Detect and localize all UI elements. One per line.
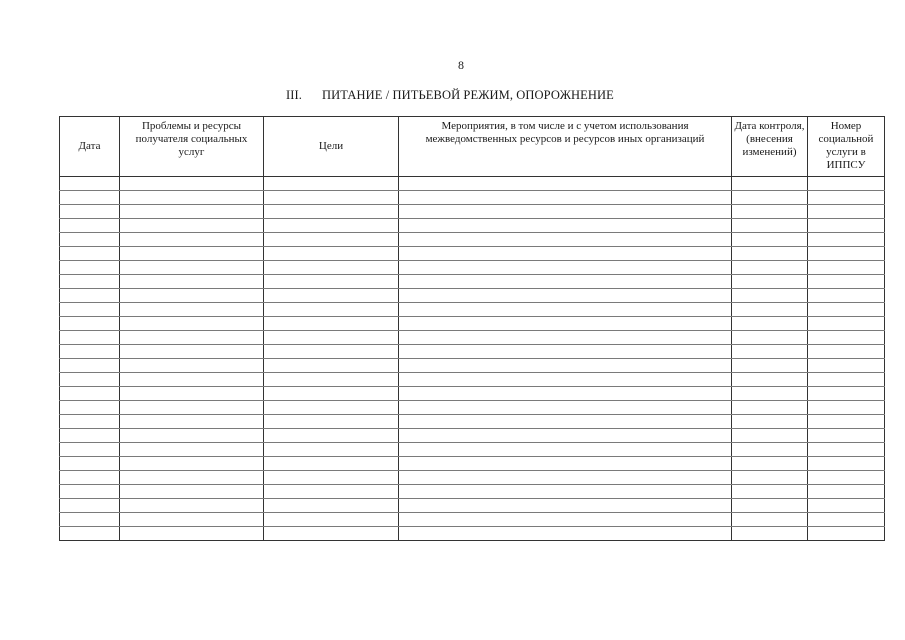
table-row <box>60 345 885 359</box>
table-cell[interactable] <box>399 303 732 317</box>
table-cell[interactable] <box>264 317 399 331</box>
table-cell[interactable] <box>264 233 399 247</box>
table-cell[interactable] <box>808 527 885 541</box>
table-cell[interactable] <box>808 303 885 317</box>
table-cell[interactable] <box>120 387 264 401</box>
table-cell[interactable] <box>732 205 808 219</box>
table-cell[interactable] <box>60 247 120 261</box>
table-row <box>60 373 885 387</box>
table-cell[interactable] <box>808 247 885 261</box>
table-row <box>60 191 885 205</box>
table-cell[interactable] <box>399 387 732 401</box>
table-row <box>60 177 885 191</box>
table-cell[interactable] <box>264 527 399 541</box>
column-header-measures: Мероприятия, в том числе и с учетом использования межведомственных ресурсов и ресурсов иных организаций <box>399 117 732 177</box>
column-header-problems: Проблемы и ресурсы получателя социальных услуг <box>120 117 264 177</box>
table-cell[interactable] <box>732 387 808 401</box>
table-cell[interactable] <box>60 415 120 429</box>
table-row <box>60 275 885 289</box>
table-cell[interactable] <box>732 485 808 499</box>
table-cell[interactable] <box>264 247 399 261</box>
table-cell[interactable] <box>399 499 732 513</box>
table-cell[interactable] <box>60 429 120 443</box>
table-cell[interactable] <box>399 205 732 219</box>
table-cell[interactable] <box>60 303 120 317</box>
column-header-goals: Цели <box>264 117 399 177</box>
table-cell[interactable] <box>399 457 732 471</box>
table-cell[interactable] <box>399 401 732 415</box>
table-row <box>60 429 885 443</box>
table-cell[interactable] <box>60 373 120 387</box>
column-header-service-number: Номер социальной услуги в ИППСУ <box>808 117 885 177</box>
table-cell[interactable] <box>399 317 732 331</box>
table-row <box>60 303 885 317</box>
table-cell[interactable] <box>808 345 885 359</box>
table-cell[interactable] <box>120 471 264 485</box>
table-cell[interactable] <box>732 233 808 247</box>
table-row <box>60 359 885 373</box>
table-cell[interactable] <box>120 513 264 527</box>
table-cell[interactable] <box>120 317 264 331</box>
table-cell[interactable] <box>264 261 399 275</box>
table-cell[interactable] <box>60 513 120 527</box>
table-cell[interactable] <box>732 429 808 443</box>
table-cell[interactable] <box>808 401 885 415</box>
table-cell[interactable] <box>60 233 120 247</box>
table-cell[interactable] <box>732 289 808 303</box>
table-cell[interactable] <box>120 303 264 317</box>
table-cell[interactable] <box>399 373 732 387</box>
table-cell[interactable] <box>120 275 264 289</box>
table-row <box>60 219 885 233</box>
table-cell[interactable] <box>808 513 885 527</box>
column-header-control-date: Дата контроля, (внесения изменений) <box>732 117 808 177</box>
table-cell[interactable] <box>120 401 264 415</box>
table-cell[interactable] <box>264 457 399 471</box>
table-cell[interactable] <box>399 219 732 233</box>
table-row <box>60 387 885 401</box>
section-title <box>286 88 614 103</box>
table-cell[interactable] <box>264 345 399 359</box>
table-cell[interactable] <box>60 317 120 331</box>
table-cell[interactable] <box>399 191 732 205</box>
table-cell[interactable] <box>264 373 399 387</box>
table-row <box>60 401 885 415</box>
page-number: 8 <box>458 58 464 72</box>
table-cell[interactable] <box>264 429 399 443</box>
table-cell[interactable] <box>808 443 885 457</box>
table-cell[interactable] <box>808 485 885 499</box>
table-cell[interactable] <box>120 261 264 275</box>
table-cell[interactable] <box>120 247 264 261</box>
table-cell[interactable] <box>808 233 885 247</box>
table-cell[interactable] <box>264 219 399 233</box>
table-cell[interactable] <box>60 289 120 303</box>
table-cell[interactable] <box>399 177 732 191</box>
table-cell[interactable] <box>808 387 885 401</box>
table-cell[interactable] <box>732 527 808 541</box>
table-cell[interactable] <box>60 205 120 219</box>
table-cell[interactable] <box>264 471 399 485</box>
table-cell[interactable] <box>60 485 120 499</box>
table-cell[interactable] <box>60 191 120 205</box>
table-row <box>60 233 885 247</box>
table-row <box>60 261 885 275</box>
table-cell[interactable] <box>732 303 808 317</box>
table-cell[interactable] <box>60 471 120 485</box>
table-cell[interactable] <box>808 373 885 387</box>
table-cell[interactable] <box>60 401 120 415</box>
table-cell[interactable] <box>732 331 808 345</box>
table-body <box>60 177 885 541</box>
table-cell[interactable] <box>732 373 808 387</box>
table-cell[interactable] <box>60 177 120 191</box>
table-cell[interactable] <box>732 177 808 191</box>
table-cell[interactable] <box>399 485 732 499</box>
table-row <box>60 457 885 471</box>
table-cell[interactable] <box>120 331 264 345</box>
table-cell[interactable] <box>120 415 264 429</box>
table-cell[interactable] <box>60 443 120 457</box>
table-cell[interactable] <box>264 303 399 317</box>
table-cell[interactable] <box>60 345 120 359</box>
table-cell[interactable] <box>732 317 808 331</box>
table-cell[interactable] <box>808 177 885 191</box>
table-cell[interactable] <box>60 527 120 541</box>
table-cell[interactable] <box>120 373 264 387</box>
section-heading: ПИТАНИЕ / ПИТЬЕВОЙ РЕЖИМ, ОПОРОЖНЕНИЕ <box>322 88 614 102</box>
table-cell[interactable] <box>808 289 885 303</box>
table-cell[interactable] <box>399 289 732 303</box>
table-cell[interactable] <box>60 387 120 401</box>
table-cell[interactable] <box>399 331 732 345</box>
table-cell[interactable] <box>732 345 808 359</box>
table-row <box>60 443 885 457</box>
table-cell[interactable] <box>264 205 399 219</box>
table-row <box>60 415 885 429</box>
table-cell[interactable] <box>399 415 732 429</box>
table-cell[interactable] <box>264 485 399 499</box>
table-header-row <box>60 117 885 177</box>
table-row <box>60 247 885 261</box>
table-cell[interactable] <box>732 471 808 485</box>
table-cell[interactable] <box>120 499 264 513</box>
table-cell[interactable] <box>808 275 885 289</box>
table-cell[interactable] <box>264 191 399 205</box>
table-cell[interactable] <box>120 457 264 471</box>
table-cell[interactable] <box>120 233 264 247</box>
table-cell[interactable] <box>808 261 885 275</box>
table-cell[interactable] <box>399 443 732 457</box>
table-row <box>60 485 885 499</box>
table-cell[interactable] <box>399 527 732 541</box>
section-roman-numeral: III. <box>286 88 303 102</box>
table-cell[interactable] <box>120 191 264 205</box>
table-cell[interactable] <box>399 247 732 261</box>
table-cell[interactable] <box>264 499 399 513</box>
table-cell[interactable] <box>399 345 732 359</box>
table-cell[interactable] <box>399 275 732 289</box>
table-row <box>60 513 885 527</box>
table-cell[interactable] <box>120 219 264 233</box>
table-cell[interactable] <box>264 443 399 457</box>
table-cell[interactable] <box>732 275 808 289</box>
table-cell[interactable] <box>120 345 264 359</box>
table-cell[interactable] <box>60 219 120 233</box>
table-cell[interactable] <box>264 289 399 303</box>
table-cell[interactable] <box>60 499 120 513</box>
table-cell[interactable] <box>120 205 264 219</box>
table-cell[interactable] <box>60 359 120 373</box>
table-cell[interactable] <box>732 415 808 429</box>
table-cell[interactable] <box>732 443 808 457</box>
table-cell[interactable] <box>732 191 808 205</box>
table-cell[interactable] <box>732 401 808 415</box>
table-cell[interactable] <box>808 429 885 443</box>
table-cell[interactable] <box>732 261 808 275</box>
table-cell[interactable] <box>120 485 264 499</box>
table-cell[interactable] <box>60 457 120 471</box>
table-cell[interactable] <box>732 499 808 513</box>
care-plan-table <box>59 116 885 541</box>
table-cell[interactable] <box>808 359 885 373</box>
table-row <box>60 205 885 219</box>
table-cell[interactable] <box>732 219 808 233</box>
table-cell[interactable] <box>399 359 732 373</box>
table-cell[interactable] <box>60 275 120 289</box>
table-cell[interactable] <box>732 457 808 471</box>
table-cell[interactable] <box>60 331 120 345</box>
table-row <box>60 499 885 513</box>
table-cell[interactable] <box>732 359 808 373</box>
table-row <box>60 317 885 331</box>
table-cell[interactable] <box>120 527 264 541</box>
table-cell[interactable] <box>120 359 264 373</box>
table-cell[interactable] <box>399 513 732 527</box>
table-cell[interactable] <box>264 513 399 527</box>
table-cell[interactable] <box>264 331 399 345</box>
table-cell[interactable] <box>264 401 399 415</box>
table-cell[interactable] <box>808 415 885 429</box>
table-cell[interactable] <box>264 177 399 191</box>
table-row <box>60 527 885 541</box>
table-cell[interactable] <box>808 457 885 471</box>
table-cell[interactable] <box>808 205 885 219</box>
table-cell[interactable] <box>732 247 808 261</box>
table-cell[interactable] <box>264 387 399 401</box>
table-cell[interactable] <box>399 471 732 485</box>
table-cell[interactable] <box>264 415 399 429</box>
column-header-date: Дата <box>60 117 120 177</box>
table-cell[interactable] <box>120 429 264 443</box>
table-cell[interactable] <box>399 233 732 247</box>
table-cell[interactable] <box>120 443 264 457</box>
table-cell[interactable] <box>808 317 885 331</box>
table-cell[interactable] <box>120 289 264 303</box>
table-cell[interactable] <box>264 275 399 289</box>
table-row <box>60 289 885 303</box>
table-row <box>60 331 885 345</box>
table-cell[interactable] <box>732 513 808 527</box>
table-cell[interactable] <box>808 331 885 345</box>
table-cell[interactable] <box>399 261 732 275</box>
table-cell[interactable] <box>120 177 264 191</box>
table-cell[interactable] <box>808 499 885 513</box>
table-row <box>60 471 885 485</box>
table-cell[interactable] <box>399 429 732 443</box>
table-cell[interactable] <box>60 261 120 275</box>
table-cell[interactable] <box>808 191 885 205</box>
table-cell[interactable] <box>808 219 885 233</box>
table-cell[interactable] <box>264 359 399 373</box>
table-cell[interactable] <box>808 471 885 485</box>
